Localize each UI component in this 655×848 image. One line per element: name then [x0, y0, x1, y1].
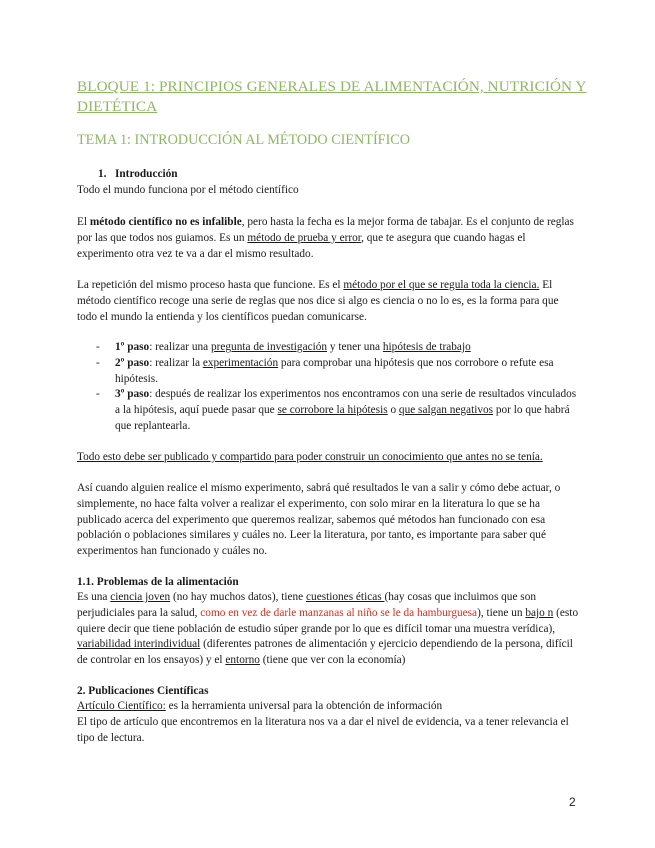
text-run: ), tiene un — [477, 606, 526, 619]
text-run: : realizar una — [149, 341, 211, 353]
page-number: 2 — [569, 795, 576, 809]
bold-run: 2º paso — [115, 357, 150, 369]
section-number: 1. — [98, 168, 107, 180]
text-run: (diferentes patrones de alimentación y ejercicio dependiendo de la persona, difícil de controlar en los ensayos) y el — [77, 638, 573, 667]
bullet-dash: - — [96, 357, 100, 369]
underline-run: Artículo Científico: — [77, 700, 166, 712]
text-run: (hay cosas que incluimos que son perjudiciales para la salud, — [77, 591, 536, 619]
paragraph-problems — [77, 590, 580, 669]
underline-run: pregunta de investigación — [210, 341, 328, 353]
bold-run: 3º paso — [115, 388, 150, 400]
bullet-dash: - — [96, 388, 100, 400]
paragraph-evidence: El tipo de artículo que encontremos en la literatura nos va a dar el nivel de evidencia, va a tener relevancia el tipo de lectura. — [77, 716, 569, 744]
bold-run: 1º paso — [115, 341, 150, 353]
text-run: Es una — [77, 591, 111, 603]
text-run: es la herramienta universal para la obtención de información — [165, 700, 443, 712]
underline-run: entorno — [225, 654, 260, 667]
underline-run: bajo n — [525, 606, 554, 619]
underline-run: se corrobore la hipótesis — [277, 403, 388, 416]
text-run: : realizar la — [149, 357, 203, 369]
text-run: : después de realizar los experimentos nos encontramos con una serie de resultados vinculados a la hipótesis, aquí puede pasar que — [115, 388, 577, 416]
section-title-publications: 2. Publicaciones Científicas — [77, 685, 209, 697]
underline-run: variabilidad interindividual — [77, 638, 201, 651]
underline-run: cuestiones éticas — [306, 591, 385, 603]
text-run: La repetición del mismo proceso hasta que funcione. Es el — [77, 279, 344, 291]
underline-run: experimentación — [202, 357, 279, 369]
underline-run: método por el que se regula toda la ciencia. — [343, 279, 540, 291]
text-run: El método científico recoge una serie de reglas que nos dice si algo es ciencia o no lo es, es la forma para que todo el mundo la entienda y los científicos puedan comunicarse. — [77, 279, 559, 323]
highlighted-example: como en vez de darle manzanas al niño se le da hamburguesa — [200, 606, 478, 619]
paragraph-repetition — [77, 278, 580, 325]
underline-run: método de prueba y error — [247, 231, 362, 244]
list-item-step-3 — [115, 387, 580, 434]
paragraph-method — [77, 215, 580, 262]
text-run: por lo que habrá que replantearla. — [115, 403, 570, 432]
text-run: (esto quiere decir que tiene población de estudio súper grande por lo que es difícil tomar una muestra verídica), — [77, 606, 579, 635]
text-run: (tiene que ver con la economía) — [259, 654, 406, 667]
section-title-introduction: Introducción — [115, 168, 178, 180]
text-run: o — [387, 403, 399, 416]
list-item-step-2 — [115, 356, 580, 388]
text-run: para comprobar una hipótesis que nos corrobore o refute esa hipótesis. — [115, 357, 554, 385]
block-title: BLOQUE 1: PRINCIPIOS GENERALES DE ALIMENTACIÓN, NUTRICIÓN Y DIETÉTICA — [77, 78, 587, 115]
text-run: , que te asegura que cuando hagas el experimento otra vez te va a dar el mismo resultado. — [77, 231, 526, 260]
paragraph-literature: Así cuando alguien realice el mismo experimento, sabrá qué resultados le van a salir y cómo debe actuar, o simplemente, no hace falta volver a realizar el experimento, con solo mirar en la literatura lo que se ha publicado acerca del experimento que queremos realizar, sabemos qué métodos han funcionado con esa población o poblaciones similares y cuáles no. Leer la literatura, por tanto, es importante para saber qué experimentos han funcionado y cuáles no. — [77, 482, 561, 558]
section-title-problems: 1.1. Problemas de la alimentación — [77, 576, 239, 588]
text-run: (no hay muchos datos), tiene — [170, 591, 307, 603]
text-run: , pero hasta la fecha es la mejor forma de tabajar. Es el conjunto de reglas por las que todos nos guiamos. Es un — [77, 216, 574, 244]
intro-line: Todo el mundo funciona por el método científico — [77, 184, 299, 196]
text-run: El — [77, 216, 90, 228]
bold-run: método científico no es infalible — [89, 216, 242, 228]
publish-statement: Todo esto debe ser publicado y compartido para poder construir un conocimiento que antes no se tenía. — [77, 451, 543, 463]
text-run: y tener una — [327, 341, 383, 353]
underline-run: hipótesis de trabajo — [382, 341, 471, 353]
bullet-dash: - — [96, 341, 100, 353]
underline-run: que salgan negativos — [398, 403, 494, 416]
list-item-step-1 — [115, 340, 580, 356]
paragraph-article — [77, 699, 580, 715]
underline-run: ciencia joven — [110, 591, 171, 603]
topic-title: TEMA 1: INTRODUCCIÓN AL MÉTODO CIENTÍFICO — [77, 132, 411, 148]
